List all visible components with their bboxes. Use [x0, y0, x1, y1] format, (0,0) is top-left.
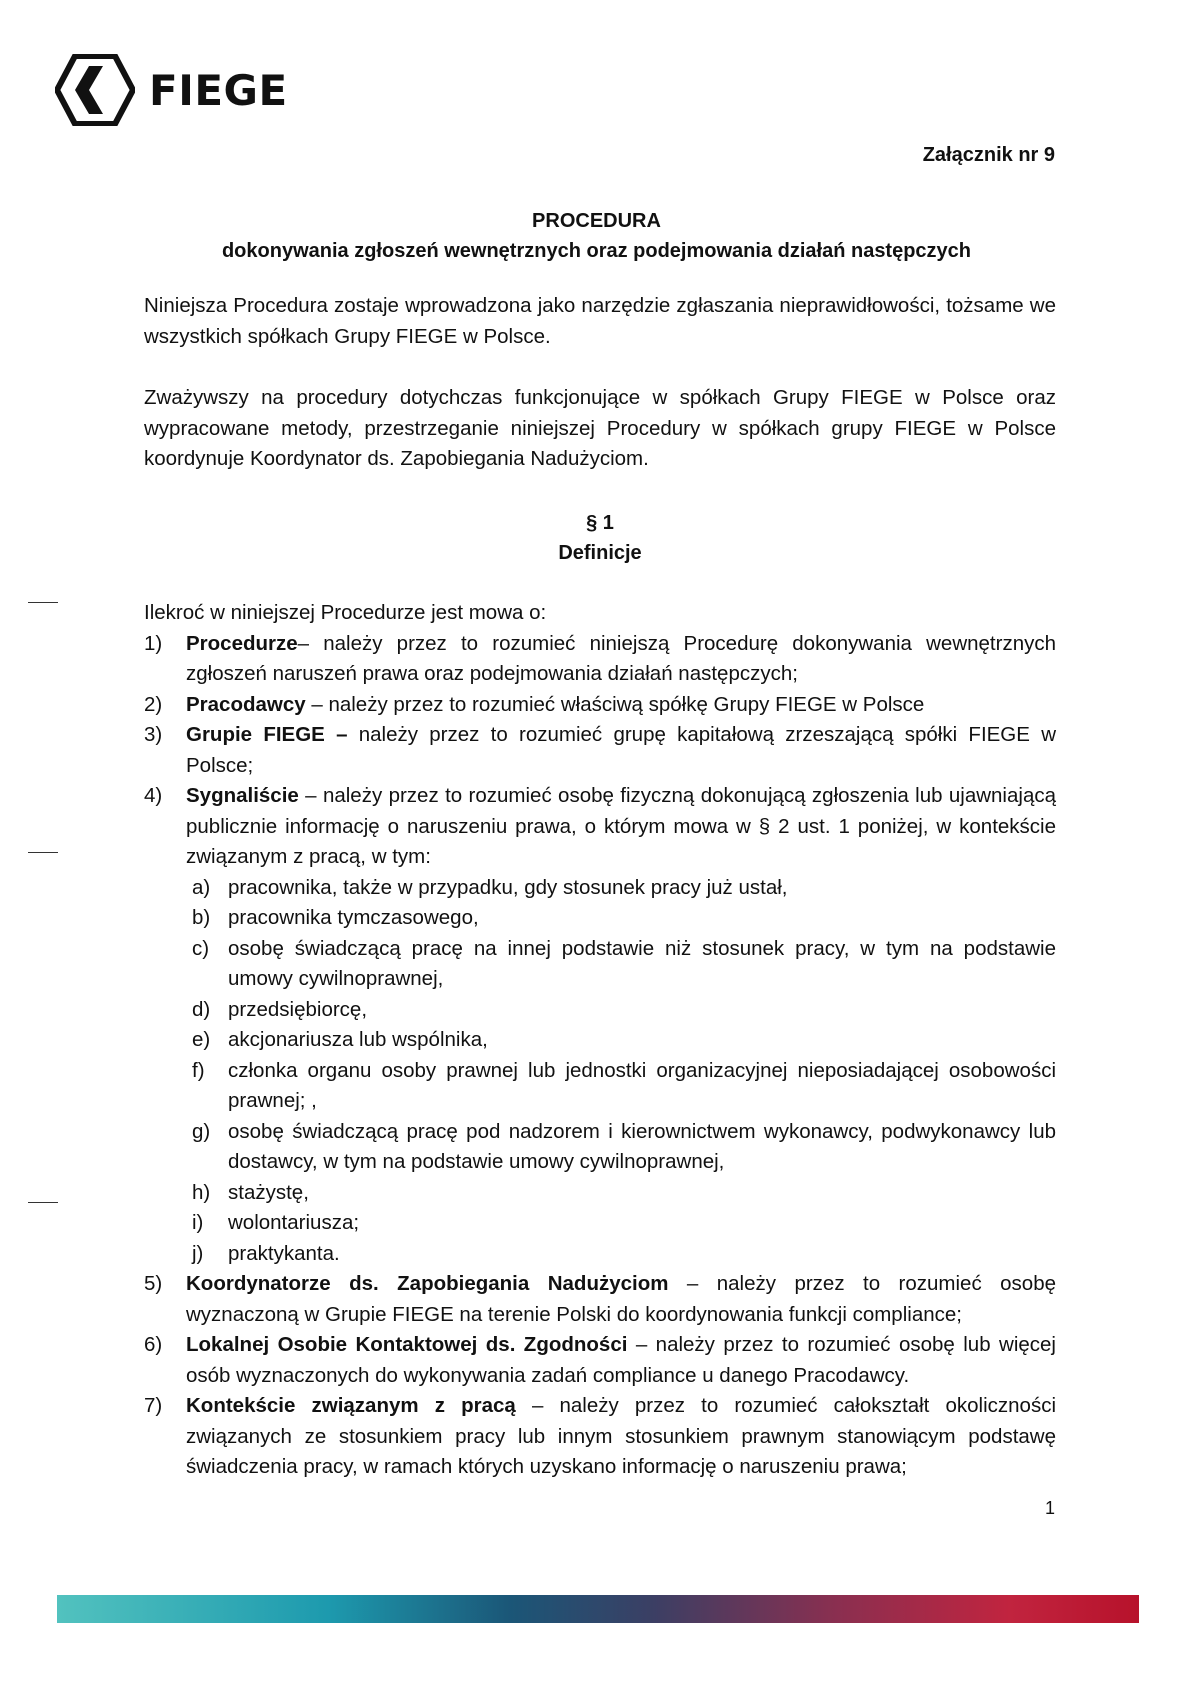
definition-term: Koordynatorze ds. Zapobiegania Nadużyciom: [186, 1272, 669, 1295]
sub-item: [186, 1056, 1056, 1117]
definition-item: [144, 781, 1056, 1269]
sub-item-text: członka organu osoby prawnej lub jednostki organizacyjnej nieposiadającej osobowości prawnej; ,: [228, 1058, 1056, 1112]
sub-item-letter: h): [192, 1180, 211, 1204]
sub-item: [186, 903, 1056, 934]
definitions-block: [144, 598, 1056, 1483]
definition-text: – należy przez to rozumieć niniejszą Procedurę dokonywania wewnętrznych zgłoszeń naruszeń prawa oraz podejmowania działań następczych;: [186, 631, 1056, 685]
definition-term: Pracodawcy: [186, 692, 306, 716]
logo-text: FIEGE: [149, 65, 288, 115]
intro-paragraph-1: Niniejsza Procedura zostaje wprowadzona jako narzędzie zgłaszania nieprawidłowości, tożsame we wszystkich spółkach Grupy FIEGE w Polsce.: [144, 294, 1056, 348]
sub-item-letter: e): [192, 1028, 211, 1051]
definition-text: – należy przez to rozumieć właściwą spółkę Grupy FIEGE w Polsce: [305, 692, 925, 716]
sub-item-text: osobę świadczącą pracę pod nadzorem i kierownictwem wykonawcy, podwykonawcy lub dostawcy, w tym na podstawie umowy cywilnoprawnej,: [228, 1119, 1056, 1173]
sub-item-letter: j): [192, 1241, 204, 1265]
sub-item-letter: f): [192, 1058, 205, 1082]
sub-item-letter: a): [192, 875, 211, 899]
section-symbol: § 1: [586, 512, 614, 534]
definition-number: 5): [144, 1272, 163, 1295]
sub-item-text: pracownika, także w przypadku, gdy stosunek pracy już ustał,: [228, 875, 788, 899]
title-line-1: PROCEDURA: [532, 210, 661, 232]
sub-item: [186, 1178, 1056, 1209]
section-title: Definicje: [558, 542, 642, 564]
sub-item: [186, 995, 1056, 1026]
sub-item: [186, 873, 1056, 904]
sub-list: [186, 873, 1056, 1270]
sub-item: [186, 1239, 1056, 1270]
intro-paragraph-2: Zważywszy na procedury dotychczas funkcjonujące w spółkach Grupy FIEGE w Polsce oraz wypracowane metody, przestrzeganie niniejszej Procedury w spółkach grupy FIEGE w Polsce koordynuje Koordynator ds. Zapobiegania Nadużyciom.: [144, 386, 1056, 470]
definition-number: 7): [144, 1394, 163, 1417]
margin-mark: [28, 602, 58, 603]
sub-item-text: stażystę,: [228, 1180, 309, 1204]
definition-item: [144, 1330, 1056, 1391]
sub-item: [186, 1117, 1056, 1178]
definition-term: Lokalnej Osobie Kontaktowej ds. Zgodności: [186, 1333, 628, 1356]
sub-item-letter: g): [192, 1119, 211, 1143]
definition-text: – należy przez to rozumieć osobę wyznaczoną w Grupie FIEGE na terenie Polski do koordynowania funkcji compliance;: [186, 1272, 1057, 1326]
definition-term: Procedurze: [186, 631, 298, 655]
definition-number: 6): [144, 1333, 163, 1356]
definition-item: [144, 720, 1056, 781]
intro-paragraph-1-block: [144, 291, 1056, 352]
definition-item: [144, 629, 1056, 690]
annex-label: Załącznik nr 9: [922, 144, 1055, 166]
definition-number: 2): [144, 692, 163, 716]
sub-item-text: praktykanta.: [228, 1241, 340, 1265]
sub-item-text: osobę świadczącą pracę na innej podstawie niż stosunek pracy, w tym na podstawie umowy cywilnoprawnej,: [228, 936, 1056, 990]
sub-item-letter: d): [192, 997, 211, 1021]
document-title: [144, 206, 1049, 266]
sub-item-text: wolontariusza;: [228, 1211, 360, 1234]
sub-item: [186, 1025, 1056, 1056]
sub-item-letter: i): [192, 1211, 204, 1234]
footer-gradient-bar: [57, 1595, 1139, 1623]
fiege-hexagon-arrow-icon: [55, 54, 135, 126]
definition-text: – należy przez to rozumieć całokształt okoliczności związanych ze stosunkiem pracy lub innym stosunkiem prawnym stanowiącym podstawę świadczenia pracy, w ramach których uzyskano informację o naruszeniu prawa;: [186, 1394, 1057, 1478]
definition-item: [144, 1391, 1056, 1483]
sub-item-text: przedsiębiorcę,: [228, 997, 368, 1021]
section-1-heading: [144, 508, 1056, 568]
definition-text: – należy przez to rozumieć osobę fizyczną dokonującą zgłoszenia lub ujawniającą publicznie informację o naruszeniu prawa, o którym mowa w § 2 ust. 1 poniżej, w kontekście związanym z pracą, w tym:: [186, 784, 1056, 868]
definition-number: 3): [144, 723, 163, 746]
definition-number: 1): [144, 631, 163, 655]
sub-item-text: pracownika tymczasowego,: [228, 906, 479, 929]
definition-item: [144, 1269, 1056, 1330]
definition-term: Grupie FIEGE –: [186, 723, 348, 746]
sub-item-text: akcjonariusza lub wspólnika,: [228, 1028, 488, 1051]
intro-paragraph-2-block: [144, 383, 1056, 475]
margin-mark: [28, 852, 58, 853]
sub-item: [186, 1208, 1056, 1239]
sub-item-letter: b): [192, 906, 211, 929]
title-line-2: dokonywania zgłoszeń wewnętrznych oraz podejmowania działań następczych: [221, 240, 972, 262]
definitions-list: [144, 629, 1056, 1483]
definition-number: 4): [144, 784, 163, 807]
definitions-intro: Ilekroć w niniejszej Procedurze jest mowa o:: [144, 601, 547, 624]
fiege-logo: [55, 52, 288, 128]
page-number: 1: [1044, 1498, 1055, 1518]
definition-text: – należy przez to rozumieć osobę lub więcej osób wyznaczonych do wykonywania zadań compliance u danego Pracodawcy.: [186, 1333, 1056, 1387]
margin-mark: [28, 1202, 58, 1203]
definition-term: Kontekście związanym z pracą: [186, 1394, 516, 1417]
sub-item-letter: c): [192, 936, 210, 960]
sub-item: [186, 934, 1056, 995]
definition-item: [144, 690, 1056, 721]
definition-term: Sygnaliście: [186, 784, 299, 807]
definition-text: należy przez to rozumieć grupę kapitałową zrzeszającą spółki FIEGE w Polsce;: [186, 723, 1056, 777]
